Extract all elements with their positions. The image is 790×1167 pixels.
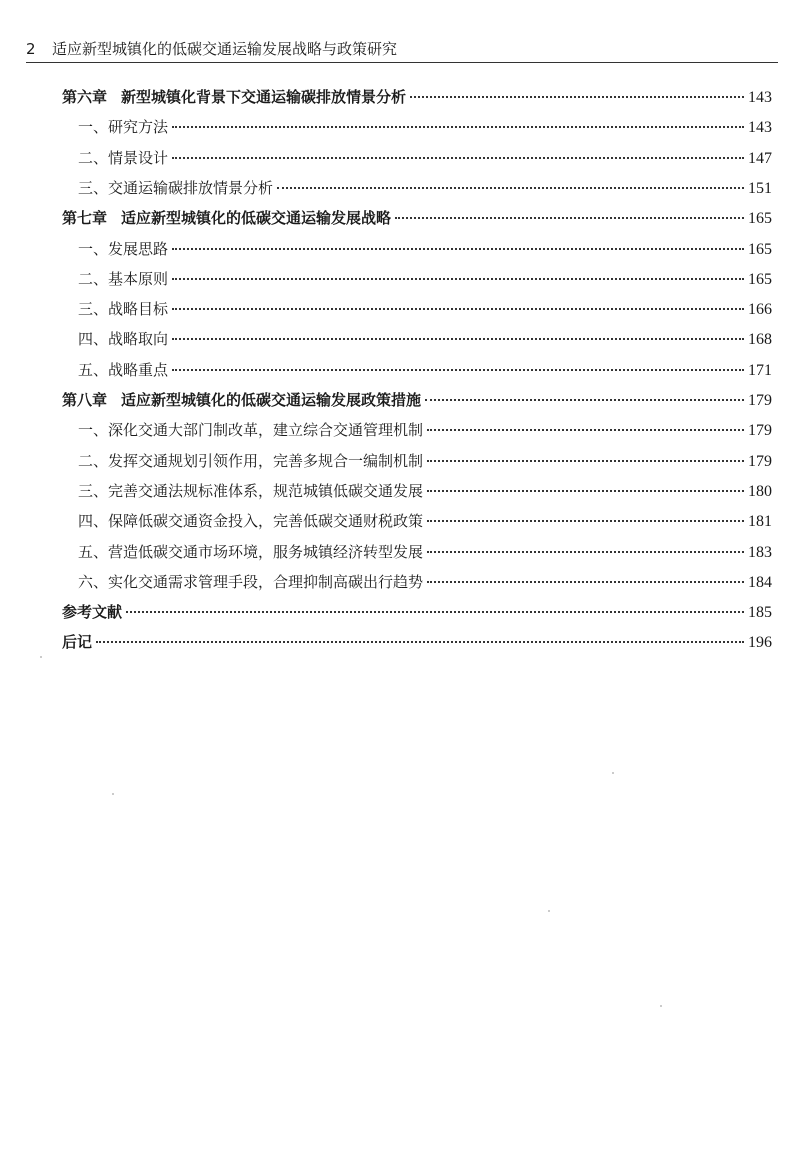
dot-leader bbox=[126, 611, 744, 613]
dot-leader bbox=[427, 551, 744, 553]
entry-title: 参考文献 bbox=[62, 603, 123, 621]
book-title: 适应新型城镇化的低碳交通运输发展战略与政策研究 bbox=[52, 40, 398, 58]
dot-leader bbox=[427, 581, 744, 583]
page-number: 2 bbox=[26, 40, 36, 58]
dot-leader bbox=[427, 490, 744, 492]
entry-title: 一、研究方法 bbox=[78, 118, 169, 136]
dot-leader bbox=[277, 187, 744, 189]
entry-title: 二、情景设计 bbox=[78, 149, 169, 167]
entry-page-number: 171 bbox=[748, 362, 772, 379]
toc-section-entry bbox=[78, 508, 772, 534]
entry-page-number: 196 bbox=[748, 634, 772, 651]
entry-title: 适应新型城镇化的低碳交通运输发展政策措施 bbox=[121, 391, 422, 409]
toc-chapter-entry bbox=[62, 599, 772, 625]
entry-page-number: 183 bbox=[748, 544, 772, 561]
entry-page-number: 151 bbox=[748, 180, 772, 197]
dot-leader bbox=[96, 641, 744, 643]
entry-page-number: 166 bbox=[748, 301, 772, 318]
scan-speck bbox=[40, 656, 42, 658]
toc-section-entry bbox=[78, 478, 772, 504]
entry-page-number: 168 bbox=[748, 331, 772, 348]
chapter-number: 第七章 bbox=[62, 209, 108, 227]
toc-section-entry bbox=[78, 236, 772, 262]
entry-page-number: 143 bbox=[748, 89, 772, 106]
entry-page-number: 179 bbox=[748, 392, 772, 409]
toc-chapter-entry bbox=[62, 205, 772, 231]
entry-title: 二、发挥交通规划引领作用，完善多规合一编制机制 bbox=[78, 452, 424, 470]
dot-leader bbox=[395, 217, 744, 219]
entry-page-number: 179 bbox=[748, 422, 772, 439]
entry-title: 三、完善交通法规标准体系，规范城镇低碳交通发展 bbox=[78, 482, 424, 500]
toc-section-entry bbox=[78, 266, 772, 292]
entry-title: 二、基本原则 bbox=[78, 270, 169, 288]
entry-title: 六、实化交通需求管理手段，合理抑制高碳出行趋势 bbox=[78, 573, 424, 591]
entry-page-number: 184 bbox=[748, 574, 772, 591]
entry-title: 一、发展思路 bbox=[78, 240, 169, 258]
dot-leader bbox=[172, 369, 744, 371]
dot-leader bbox=[172, 248, 744, 250]
entry-page-number: 143 bbox=[748, 119, 772, 136]
entry-page-number: 165 bbox=[748, 271, 772, 288]
dot-leader bbox=[427, 429, 744, 431]
toc-section-entry bbox=[78, 417, 772, 443]
dot-leader bbox=[172, 308, 744, 310]
entry-page-number: 165 bbox=[748, 241, 772, 258]
toc-section-entry bbox=[78, 569, 772, 595]
toc-section-entry bbox=[78, 145, 772, 171]
toc-section-entry bbox=[78, 175, 772, 201]
dot-leader bbox=[172, 338, 744, 340]
entry-page-number: 165 bbox=[748, 210, 772, 227]
entry-page-number: 179 bbox=[748, 453, 772, 470]
toc-section-entry bbox=[78, 296, 772, 322]
toc-section-entry bbox=[78, 539, 772, 565]
toc-section-entry bbox=[78, 114, 772, 140]
entry-page-number: 185 bbox=[748, 604, 772, 621]
dot-leader bbox=[427, 520, 744, 522]
toc-section-entry bbox=[78, 357, 772, 383]
dot-leader bbox=[172, 157, 744, 159]
entry-title: 后记 bbox=[62, 633, 93, 651]
entry-title: 五、战略重点 bbox=[78, 361, 169, 379]
scan-speck bbox=[660, 1005, 662, 1007]
dot-leader bbox=[425, 399, 744, 401]
dot-leader bbox=[172, 126, 744, 128]
entry-page-number: 181 bbox=[748, 513, 772, 530]
toc-chapter-entry bbox=[62, 387, 772, 413]
dot-leader bbox=[410, 96, 744, 98]
toc-section-entry bbox=[78, 448, 772, 474]
entry-title: 新型城镇化背景下交通运输碳排放情景分析 bbox=[121, 88, 407, 106]
scan-speck bbox=[112, 793, 114, 795]
scan-speck bbox=[612, 772, 614, 774]
dot-leader bbox=[427, 460, 744, 462]
entry-title: 四、保障低碳交通资金投入，完善低碳交通财税政策 bbox=[78, 512, 424, 530]
entry-title: 五、营造低碳交通市场环境，服务城镇经济转型发展 bbox=[78, 543, 424, 561]
entry-page-number: 180 bbox=[748, 483, 772, 500]
chapter-number: 第八章 bbox=[62, 391, 108, 409]
entry-page-number: 147 bbox=[748, 150, 772, 167]
entry-title: 四、战略取向 bbox=[78, 330, 169, 348]
dot-leader bbox=[172, 278, 744, 280]
entry-title: 一、深化交通大部门制改革，建立综合交通管理机制 bbox=[78, 421, 424, 439]
chapter-number: 第六章 bbox=[62, 88, 108, 106]
scan-speck bbox=[548, 910, 550, 912]
toc-section-entry bbox=[78, 326, 772, 352]
entry-title: 三、战略目标 bbox=[78, 300, 169, 318]
toc-chapter-entry bbox=[62, 629, 772, 655]
toc-chapter-entry bbox=[62, 84, 772, 110]
running-header bbox=[26, 38, 778, 63]
entry-title: 适应新型城镇化的低碳交通运输发展战略 bbox=[121, 209, 392, 227]
entry-title: 三、交通运输碳排放情景分析 bbox=[78, 179, 274, 197]
